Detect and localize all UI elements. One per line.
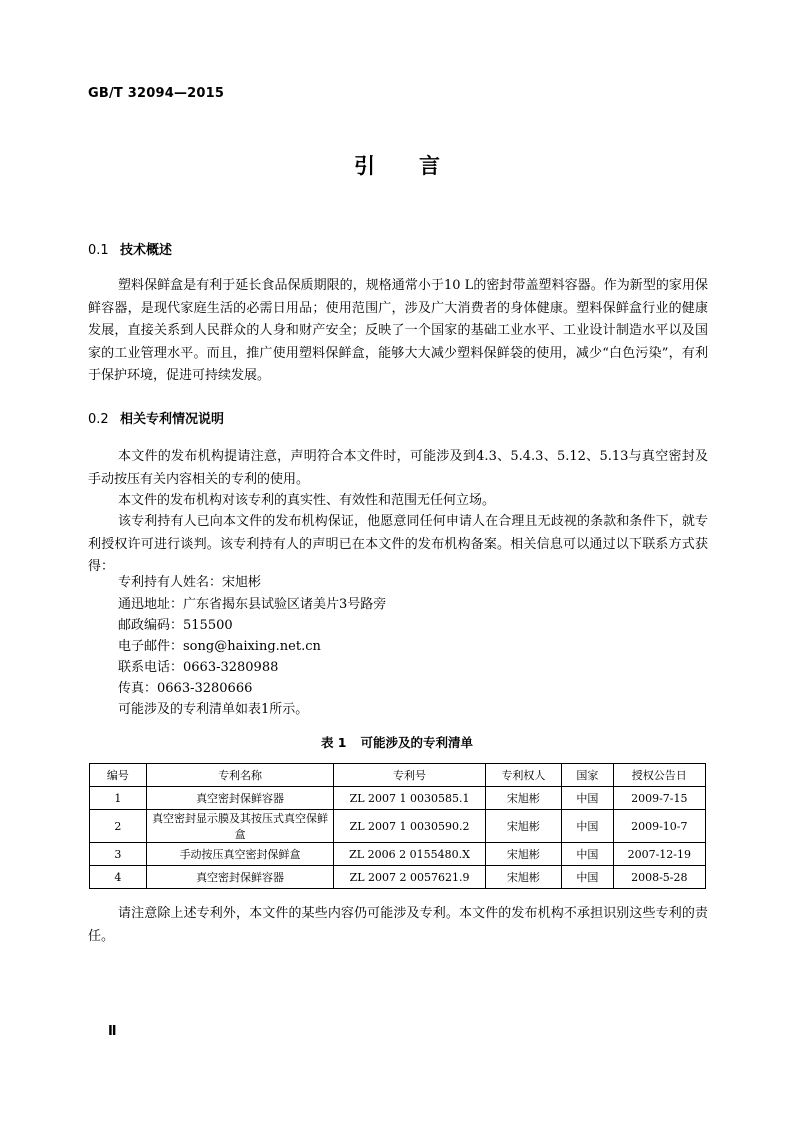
header-cell-holder: 专利权人: [485, 764, 562, 787]
contact-holder: 专利持有人姓名：宋旭彬: [118, 575, 262, 590]
table-cell: 2008-5-28: [613, 866, 705, 889]
table-cell: ZL 2007 1 0030585.1: [334, 787, 485, 810]
table-row: [90, 843, 706, 866]
table-cell: 中国: [562, 843, 613, 866]
table-cell: 真空密封保鲜容器: [146, 866, 334, 889]
table-cell: 1: [90, 787, 147, 810]
table-cell: 3: [90, 843, 147, 866]
section-0-2-paragraph-1: 本文件的发布机构提请注意，声明符合本文件时，可能涉及到4.3、5.4.3、5.12、5.13与真空密封及手动按压有关内容相关的专利的使用。: [88, 449, 708, 487]
contact-fax: 传真：0663-3280666: [118, 681, 253, 696]
table-cell: 2: [90, 810, 147, 843]
table-cell: 真空密封显示膜及其按压式真空保鲜盒: [146, 810, 334, 843]
table-cell: 中国: [562, 866, 613, 889]
section-number: 0.2: [88, 412, 109, 427]
table-row: [90, 866, 706, 889]
header-cell-patent-name: 专利名称: [146, 764, 334, 787]
table-cell: ZL 2007 1 0030590.2: [334, 810, 485, 843]
page-number: Ⅱ: [108, 1024, 117, 1039]
title-char-1: 引: [354, 154, 375, 178]
contact-postcode: 邮政编码：515500: [118, 618, 233, 633]
table-cell: 宋旭彬: [485, 843, 562, 866]
contact-email: 电子邮件：song@haixing.net.cn: [118, 639, 321, 654]
table-cell: 宋旭彬: [485, 787, 562, 810]
section-heading-0-1: [88, 239, 172, 258]
header-cell-grant-date: 授权公告日: [613, 764, 705, 787]
section-0-1-paragraph: 塑料保鲜盒是有利于延长食品保质期限的，规格通常小于10 L的密封带盖塑料容器。作为新型的家用保鲜容器，是现代家庭生活的必需日用品；使用范围广，涉及广大消费者的身体健康。塑料保鲜盒行业的健康发展，直接关系到人民群众的人身和财产安全；反映了一个国家的基础工业水平、工业设计制造水平以及国家的工业管理水平。而且，推广使用塑料保鲜盒，能够大大减少塑料保鲜袋的使用，减少“白色污染”，有利于保护环境，促进可持续发展。: [88, 278, 708, 383]
table-cell: 4: [90, 866, 147, 889]
header-cell-patent-no: 专利号: [334, 764, 485, 787]
table-cell: ZL 2007 2 0057621.9: [334, 866, 485, 889]
section-0-2-paragraph-3: 该专利持有人已向本文件的发布机构保证，他愿意同任何申请人在合理且无歧视的条款和条件下，就专利授权许可进行谈判。该专利持有人的声明已在本文件的发布机构备案。相关信息可以通过以下联系方式获得：: [88, 514, 708, 574]
table-cell: 手动按压真空密封保鲜盒: [146, 843, 334, 866]
table-cell: 中国: [562, 787, 613, 810]
table-header-row: [90, 764, 706, 787]
table-cell: 宋旭彬: [485, 866, 562, 889]
table-cell: 真空密封保鲜容器: [146, 787, 334, 810]
closing-paragraph: 请注意除上述专利外，本文件的某些内容仍可能涉及专利。本文件的发布机构不承担识别这些专利的责任。: [88, 906, 708, 944]
table-cell: 2009-7-15: [613, 787, 705, 810]
table-caption-text: 可能涉及的专利清单: [360, 735, 474, 750]
section-title: 相关专利情况说明: [120, 412, 225, 427]
header-cell-number: 编号: [90, 764, 147, 787]
table-cell: 2007-12-19: [613, 843, 705, 866]
header-cell-country: 国家: [562, 764, 613, 787]
section-0-2-paragraph-2: 本文件的发布机构对该专利的真实性、有效性和范围无任何立场。: [118, 493, 496, 508]
table-cell: 宋旭彬: [485, 810, 562, 843]
table-cell: 2009-10-7: [613, 810, 705, 843]
patent-table: [89, 763, 706, 889]
table-caption: [0, 733, 794, 751]
table-row: [90, 810, 706, 843]
section-heading-0-2: [88, 408, 224, 427]
table-caption-number: 表 1: [320, 735, 347, 750]
patent-list-note: 可能涉及的专利清单如表1所示。: [118, 702, 309, 717]
contact-address: 通迅地址：广东省揭东县试验区诸美片3号路旁: [118, 597, 387, 612]
table-cell: 中国: [562, 810, 613, 843]
section-title: 技术概述: [120, 243, 173, 258]
section-number: 0.1: [88, 243, 109, 258]
standard-code: GB/T 32094—2015: [88, 86, 225, 101]
contact-phone: 联系电话：0663-3280988: [118, 660, 279, 675]
table-cell: ZL 2006 2 0155480.X: [334, 843, 485, 866]
title-char-2: 言: [419, 154, 440, 178]
table-row: [90, 787, 706, 810]
page-title: [0, 150, 794, 180]
